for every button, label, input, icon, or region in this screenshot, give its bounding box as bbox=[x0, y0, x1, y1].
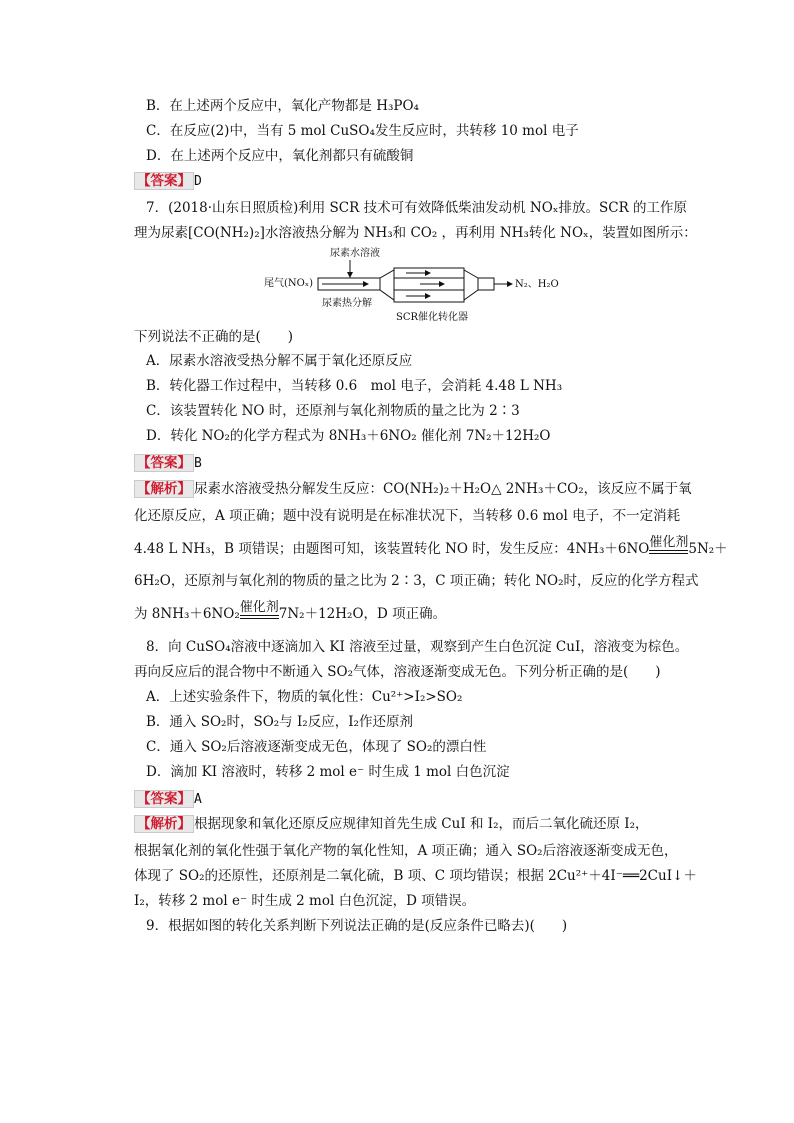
answer-tag: 【答案】 bbox=[134, 790, 194, 808]
q7-option-a: A．尿素水溶液受热分解不属于氧化还原反应 bbox=[146, 353, 413, 369]
question-9-line-1: 9．根据如图的转化关系判断下列说法正确的是(反应条件已略去)( ) bbox=[146, 918, 568, 934]
q7-option-d: D．转化 NO₂的化学方程式为 8NH₃＋6NO₂ 催化剂 7N₂＋12H₂O bbox=[146, 428, 551, 444]
q8-option-d: D．滴加 KI 溶液时，转移 2 mol e⁻ 时生成 1 mol 白色沉淀 bbox=[146, 764, 510, 780]
option-c-prev: C．在反应(2)中，当有 5 mol CuSO₄发生反应时，共转移 10 mol 电子 bbox=[146, 123, 579, 139]
diagram-label-inlet: 尾气(NOₓ) bbox=[264, 278, 313, 289]
q8-option-c: C．通入 SO₂后溶液逐渐变成无色，体现了 SO₂的漂白性 bbox=[146, 739, 487, 755]
equal-sign bbox=[649, 550, 688, 554]
diagram-label-decomposition: 尿素热分解 bbox=[322, 298, 372, 309]
diagram-label-outlet: N₂、H₂O bbox=[515, 279, 559, 290]
catalyst-condition bbox=[240, 601, 279, 623]
question-7-line-1: 7．(2018·山东日照质检)利用 SCR 技术可有效降低柴油发动机 NOₓ排放。SCR 的工作原 bbox=[146, 200, 688, 216]
scr-device-diagram bbox=[260, 244, 560, 324]
analysis-line-7-5 bbox=[134, 601, 446, 623]
analysis-line-7-2: 化还原反应，A 项正确；题中没有说明是在标准状况下，当转移 0.6 mol 电子，不一定消耗 bbox=[134, 508, 681, 524]
answer-line-7 bbox=[134, 454, 202, 473]
catalyst-label: 催化剂 bbox=[649, 535, 689, 550]
answer-value: B bbox=[194, 456, 202, 471]
analysis-tag: 【解析】 bbox=[134, 480, 194, 498]
analysis-text: 7N₂＋12H₂O，D 项正确。 bbox=[278, 606, 447, 622]
analysis-text: 根据现象和氧化还原反应规律知首先生成 CuI 和 I₂，而后二氧化硫还原 I₂， bbox=[194, 816, 649, 832]
answer-line-8 bbox=[134, 790, 202, 809]
analysis-line-8-2: 根据氧化剂的氧化性强于氧化产物的氧化性知，A 项正确；通入 SO₂后溶液逐渐变成无色， bbox=[134, 843, 678, 859]
analysis-line-7-3 bbox=[134, 536, 728, 558]
question-7-ask: 下列说法不正确的是( ) bbox=[134, 329, 294, 345]
analysis-tag: 【解析】 bbox=[134, 815, 194, 833]
analysis-line-7-4: 6H₂O，还原剂与氧化剂的物质的量之比为 2∶3，C 项正确；转化 NO₂时，反应的化学方程式 bbox=[134, 573, 699, 589]
answer-tag: 【答案】 bbox=[134, 172, 194, 190]
answer-tag: 【答案】 bbox=[134, 454, 194, 472]
question-7-line-2: 理为尿素[CO(NH₂)₂]水溶液热分解为 NH₃和 CO₂ ，再利用 NH₃转化 NOₓ，装置如图所示： bbox=[134, 225, 697, 241]
analysis-line-7-1 bbox=[134, 480, 692, 498]
equal-sign bbox=[240, 615, 279, 619]
analysis-line-8-1 bbox=[134, 815, 649, 833]
answer-value: A bbox=[194, 792, 202, 807]
diagram-label-device: SCR催化转化器 bbox=[396, 312, 469, 323]
answer-line-6 bbox=[134, 172, 202, 191]
question-8-line-2: 再向反应后的混合物中不断通入 SO₂气体，溶液逐渐变成无色。下列分析正确的是( ) bbox=[134, 664, 661, 680]
analysis-text: 为 8NH₃＋6NO₂ bbox=[134, 606, 240, 622]
question-8-line-1: 8．向 CuSO₄溶液中逐滴加入 KI 溶液至过量，观察到产生白色沉淀 CuI，溶液变为棕色。 bbox=[146, 639, 689, 655]
analysis-text: 4.48 L NH₃，B 项错误；由题图可知，该装置转化 NO 时，发生反应：4NH₃＋6NO bbox=[134, 541, 650, 557]
catalyst-label: 催化剂 bbox=[239, 600, 279, 615]
analysis-line-8-3: 体现了 SO₂的还原性，还原剂是二氧化硫，B 项、C 项均错误；根据 2Cu²⁺＋4I⁻══2CuI↓＋ bbox=[134, 868, 697, 884]
option-d-prev: D．在上述两个反应中，氧化剂都只有硫酸铜 bbox=[146, 148, 414, 164]
q7-option-c: C．该装置转化 NO 时，还原剂与氧化剂物质的量之比为 2∶3 bbox=[146, 403, 520, 419]
analysis-line-8-4: I₂，转移 2 mol e⁻ 时生成 2 mol 白色沉淀，D 项错误。 bbox=[134, 893, 476, 909]
q8-option-b: B．通入 SO₂时，SO₂与 I₂反应，I₂作还原剂 bbox=[146, 714, 413, 730]
analysis-text: 5N₂＋ bbox=[688, 541, 728, 557]
option-b-prev: B．在上述两个反应中，氧化产物都是 H₃PO₄ bbox=[146, 98, 419, 114]
analysis-text: 尿素水溶液受热分解发生反应：CO(NH₂)₂＋H₂O△ 2NH₃＋CO₂，该反应不属于氧 bbox=[194, 481, 692, 497]
answer-value: D bbox=[194, 174, 202, 189]
q8-option-a: A．上述实验条件下，物质的氧化性：Cu²⁺>I₂>SO₂ bbox=[146, 689, 463, 705]
catalyst-condition bbox=[649, 536, 688, 558]
q7-option-b: B．转化器工作过程中，当转移 0.6 mol 电子，会消耗 4.48 L NH₃ bbox=[146, 378, 563, 394]
diagram-label-urea-solution: 尿素水溶液 bbox=[330, 248, 380, 259]
